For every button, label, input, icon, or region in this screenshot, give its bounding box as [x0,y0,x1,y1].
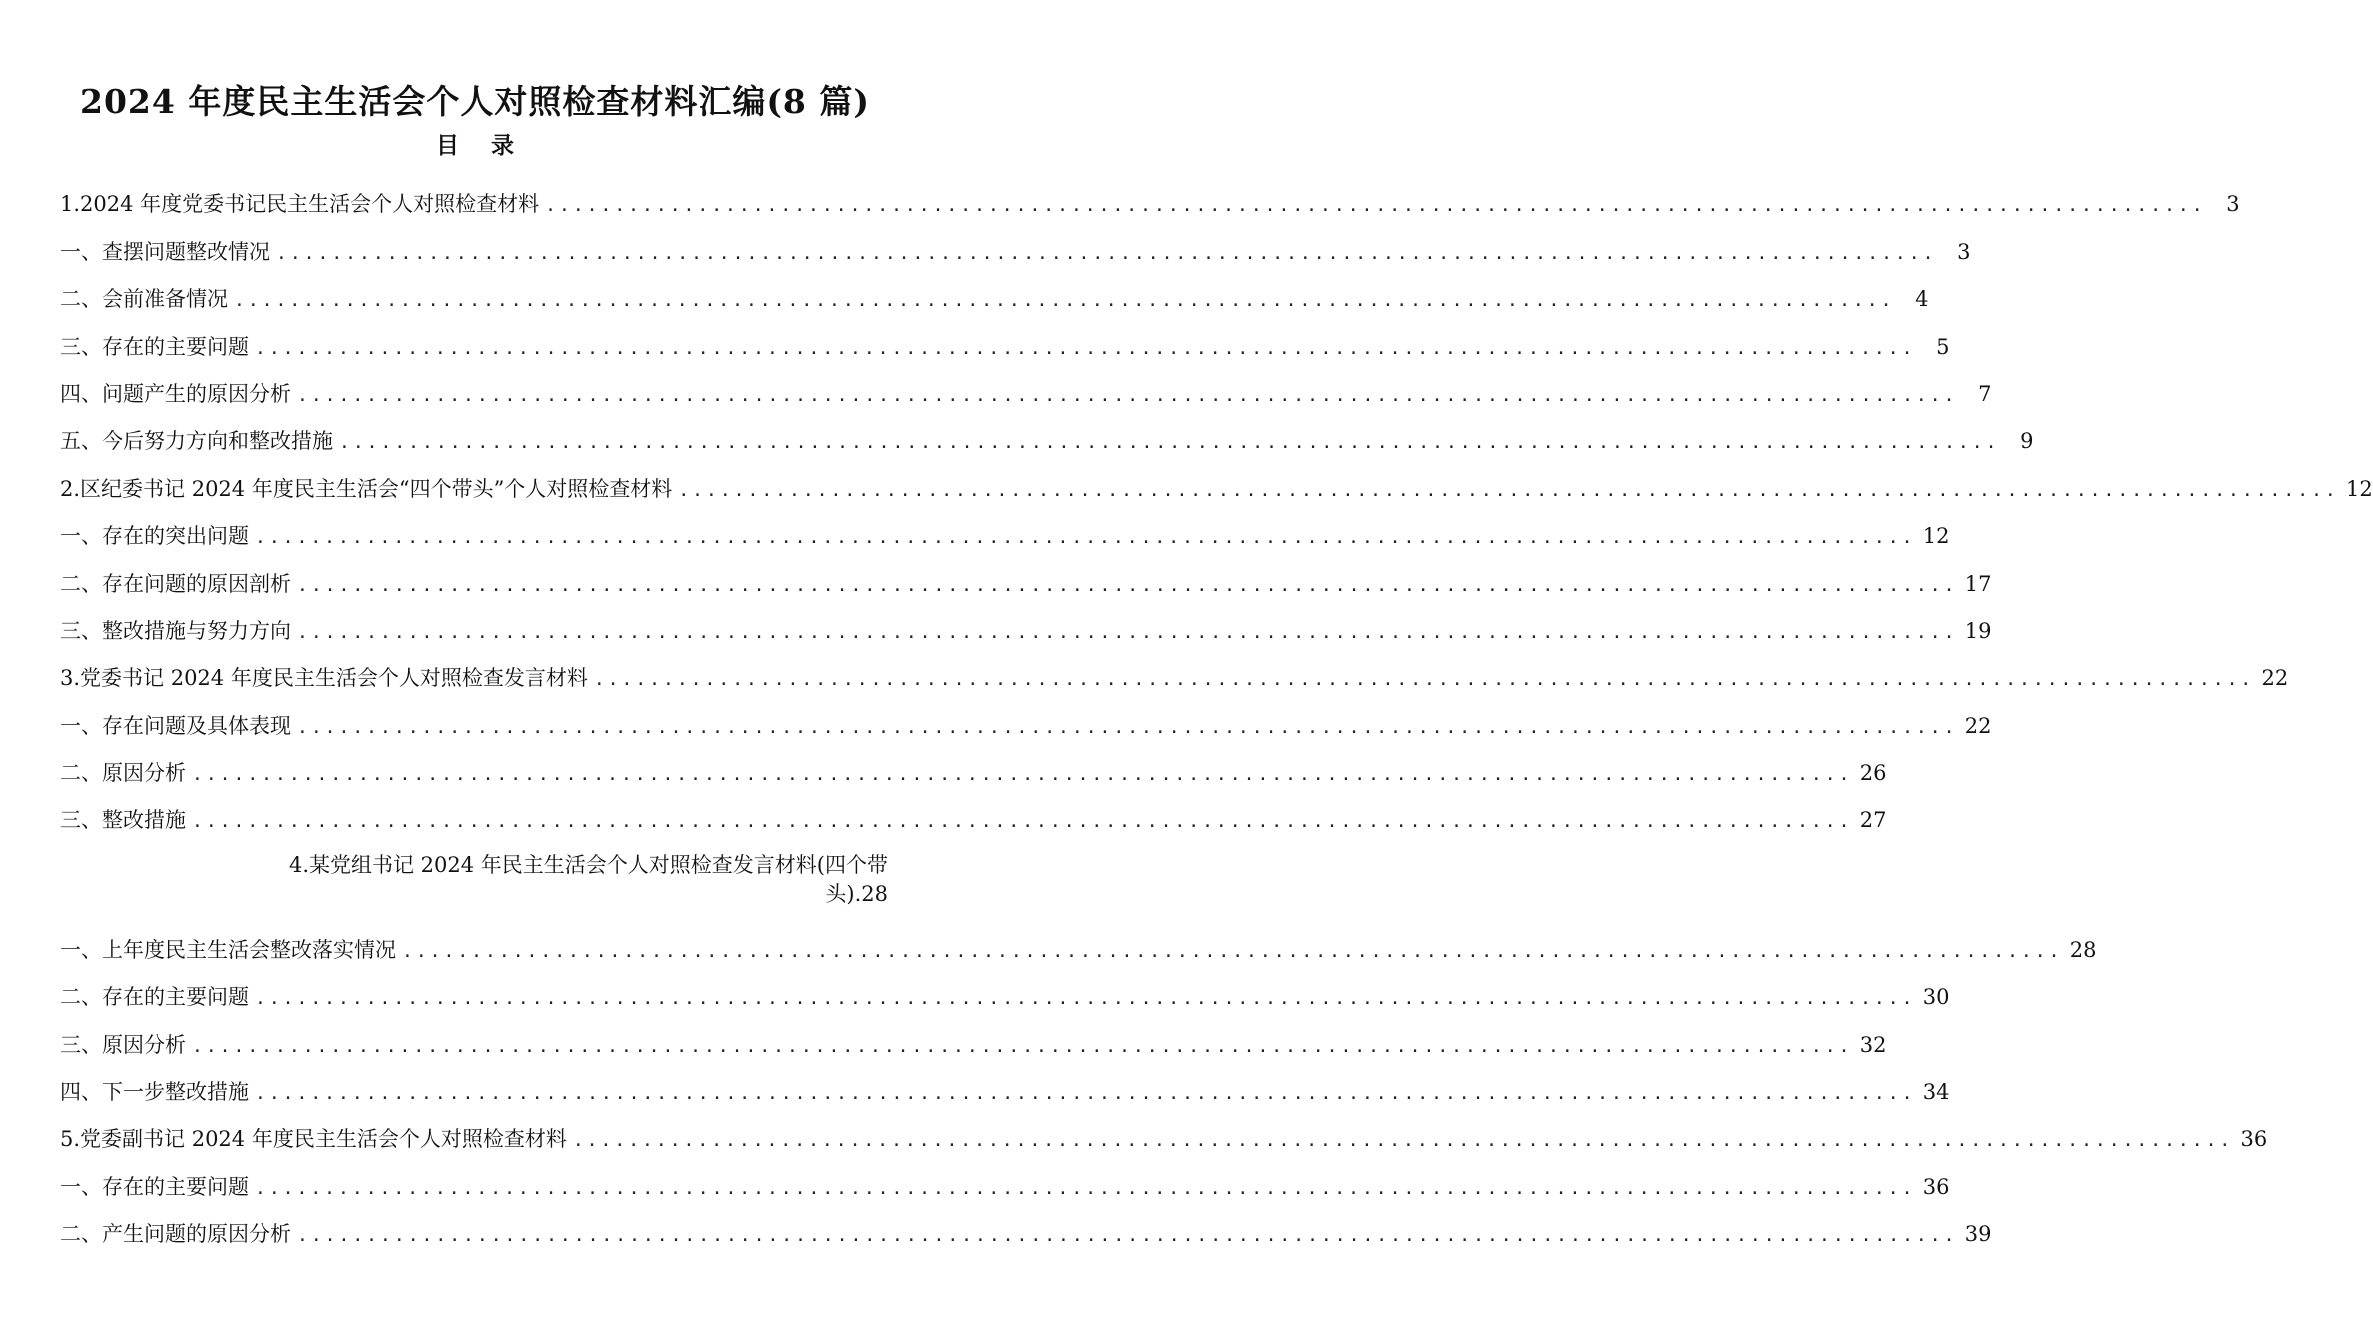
toc-entry-page: 36 [1922,1174,1950,1199]
toc-entry-title-line2: 头) [825,882,855,907]
toc-entry[interactable] [60,794,1887,841]
toc-entry[interactable] [60,415,2034,462]
toc-entry[interactable] [60,510,1950,557]
toc-leader-dots: ........................................................................................................................ [276,242,1937,264]
toc-entry[interactable] [60,747,1887,794]
toc-entry-page: 27 [1859,808,1887,833]
toc-leader-dots: ........................................................................................................................ [593,669,2255,691]
toc-leader-dots: ........................................................................................................................ [572,1130,2234,1152]
toc-entry-page: 32 [1859,1032,1887,1057]
toc-leader-dots: ........................................................................................................................ [297,621,1958,643]
toc-entry-page: 3 [1957,239,1971,264]
toc-leader-dots: ........................................................................................................................ [255,988,1916,1010]
toc-entry-title: 三、原因分析 [60,1032,186,1057]
toc-entry[interactable] [60,923,2097,970]
toc-leader-dots: ........................................................................................................................ [255,1083,1916,1105]
toc-leader-dots: ........................................................................................................................ [297,1225,1958,1247]
toc-entry-title: 二、产生问题的原因分析 [60,1222,291,1247]
toc-entry-page: 22 [2261,666,2289,691]
toc-entry-title: 五、今后努力方向和整改措施 [60,429,333,454]
toc-entry-page: 28 [861,882,888,907]
toc-entry-title: 二、会前准备情况 [60,287,228,312]
toc-entry-title: 二、存在问题的原因剖析 [60,571,291,596]
toc-entry[interactable] [60,1160,1950,1207]
toc-entry-title: 一、存在的突出问题 [60,524,249,549]
toc-entry[interactable] [60,652,2289,699]
toc-entry-page: 19 [1964,618,1992,643]
document-title: 2024 年度民主生活会个人对照检查材料汇编(8 篇) [79,82,870,121]
toc-entry-title: 一、上年度民主生活会整改落实情况 [60,937,396,962]
toc-entry-title: 1.2024 年度党委书记民主生活会个人对照检查材料 [60,192,540,217]
toc-leader-dots: ........................................................................................................................ [297,716,1958,738]
toc-leader-dots: ........................................................................................................................ [255,1177,1916,1199]
toc-entry-page: 17 [1964,571,1992,596]
toc-entry-title: 5.党委副书记 2024 年度民主生活会个人对照检查材料 [60,1127,567,1152]
toc-entry-page: 9 [2020,429,2034,454]
toc-entry-title: 4.某党组书记 2024 年民主生活会个人对照检查发言材料(四个带 [288,853,888,878]
toc-entry[interactable] [60,699,1992,746]
toc-heading: 目 录 [435,132,526,159]
toc-leader-dots: ........................................................................................................................ [297,384,1958,406]
toc-leader-dots: ........................................................................................................................ [402,940,2063,962]
toc-entry[interactable] [60,1066,1950,1113]
toc-entry-page: 22 [1964,713,1992,738]
toc-entry[interactable] [60,1113,2268,1160]
toc-entry-title: 二、存在的主要问题 [60,985,249,1010]
toc-entry[interactable] [60,557,1992,604]
toc-entry[interactable] [60,605,1992,652]
toc-entry-page: 12 [1922,524,1950,549]
toc-entry-page: 3 [2226,192,2240,217]
toc-entry[interactable] [60,273,1929,320]
toc-entry-title: 四、问题产生的原因分析 [60,381,291,406]
toc-leader-dots: ........................................................................................................................ [297,574,1958,596]
toc-entry-title: 三、整改措施与努力方向 [60,618,291,643]
toc-entry-page: 4 [1915,287,1929,312]
table-of-contents [60,178,2373,1255]
toc-leader-dots: ........................................................................................................................ [255,527,1916,549]
toc-entry-title: 三、存在的主要问题 [60,334,249,359]
toc-entry-title-continued: 头).28 [825,882,888,907]
toc-leader-dots: ........................................................................................................................ [339,432,2000,454]
toc-entry-page: 28 [2069,937,2097,962]
toc-leader-dots: ........................................................................................................................ [678,479,2339,501]
toc-entry-wrapped[interactable] [60,841,888,923]
toc-entry-page: 7 [1978,381,1992,406]
toc-entry-title: 二、原因分析 [60,761,186,786]
toc-leader-dots: ........................................................................................................................ [255,337,1916,359]
toc-entry-page: 34 [1922,1080,1950,1105]
toc-entry-page: 39 [1964,1222,1992,1247]
toc-entry-title: 三、整改措施 [60,808,186,833]
toc-entry[interactable] [60,320,1950,367]
toc-entry-title: 一、查摆问题整改情况 [60,239,270,264]
toc-entry[interactable] [60,462,2373,509]
toc-entry[interactable] [60,971,1950,1018]
toc-leader-dots: ........................................................................................................................ [545,195,2206,217]
toc-entry[interactable] [60,1018,1887,1065]
toc-entry-title: 一、存在问题及具体表现 [60,713,291,738]
toc-leader-dots: ........................................................................................................................ [192,764,1853,786]
toc-entry[interactable] [60,178,2240,225]
toc-entry-page: 26 [1859,761,1887,786]
toc-leader-dots: ........................................................................................................................ [234,290,1895,312]
toc-entry-page: 5 [1936,334,1950,359]
toc-entry-page: 30 [1922,985,1950,1010]
toc-entry-page: 12 [2346,476,2373,501]
toc-entry-title: 3.党委书记 2024 年度民主生活会个人对照检查发言材料 [60,666,588,691]
toc-entry[interactable] [60,368,1992,415]
toc-entry[interactable] [60,1208,1992,1255]
toc-entry-title: 四、下一步整改措施 [60,1080,249,1105]
toc-entry-page: 36 [2240,1127,2268,1152]
toc-entry-title: 2.区纪委书记 2024 年度民主生活会“四个带头”个人对照检查材料 [60,476,673,501]
toc-leader-dots: ........................................................................................................................ [192,1035,1853,1057]
toc-entry-title: 一、存在的主要问题 [60,1174,249,1199]
toc-leader-dots: ........................................................................................................................ [192,811,1853,833]
toc-entry[interactable] [60,225,1971,272]
